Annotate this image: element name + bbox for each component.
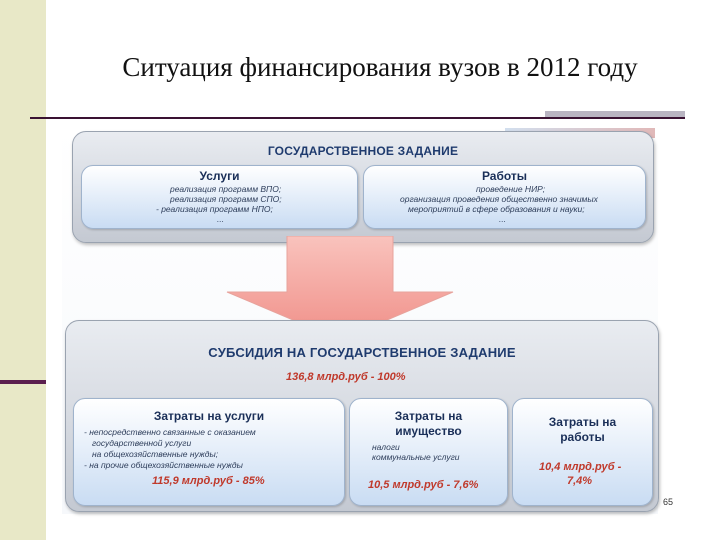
slide-title: Ситуация финансирования вузов в 2012 году [122,52,638,82]
works-costs-amount: 10,4 млрд.руб - [539,461,622,473]
subsidy-total: 136,8 млрд.руб - 100% [286,371,406,383]
left-decor-bar [0,0,46,540]
services-costs-item: государственной услуги [92,438,192,448]
works-costs-heading-2: работы [560,430,605,444]
works-card [363,165,646,229]
property-costs-item: налоги [372,442,400,452]
works-item: мероприятий в сфере образования и науки; [408,204,585,214]
services-heading: Услуги [199,169,240,183]
works-heading: Работы [481,169,528,183]
services-costs-amount: 115,9 млрд.руб - 85% [152,475,265,487]
services-costs-heading: Затраты на услуги [153,409,265,423]
left-accent-rule [0,380,46,384]
state-task-panel [72,131,654,243]
services-costs-item: на общехозяйственные нужды; [92,449,219,459]
works-costs-amount-2: 7,4% [567,475,593,487]
property-costs-item: коммунальные услуги [372,452,460,462]
services-item: реализация программ ВПО; [170,184,282,194]
works-costs-heading: Затраты на [548,415,617,429]
title-divider [30,117,685,119]
services-costs-item: - на прочие общехозяйственные нужды [84,460,243,470]
subsidy-title: СУБСИДИЯ НА ГОСУДАРСТВЕННОЕ ЗАДАНИЕ [208,345,516,360]
works-costs-card [512,398,653,506]
subsidy-panel [65,320,659,512]
works-item: ... [499,214,507,224]
property-costs-card [349,398,508,506]
services-costs-item: - непосредственно связанные с оказанием [84,427,256,437]
property-costs-heading-2: имущество [395,424,462,438]
services-costs-card [73,398,345,506]
works-item: организация проведения общественно значимых [400,194,598,204]
page-number: 65 [663,497,674,507]
services-card [81,165,358,229]
services-item: реализация программ СПО; [170,194,282,204]
property-costs-amount: 10,5 млрд.руб - 7,6% [368,479,479,491]
state-task-title: ГОСУДАРСТВЕННОЕ ЗАДАНИЕ [267,144,459,158]
services-item: ... [217,214,225,224]
services-item: - реализация программ НПО; [156,204,273,214]
property-costs-heading: Затраты на [394,409,463,423]
works-item: проведение НИР; [476,184,546,194]
